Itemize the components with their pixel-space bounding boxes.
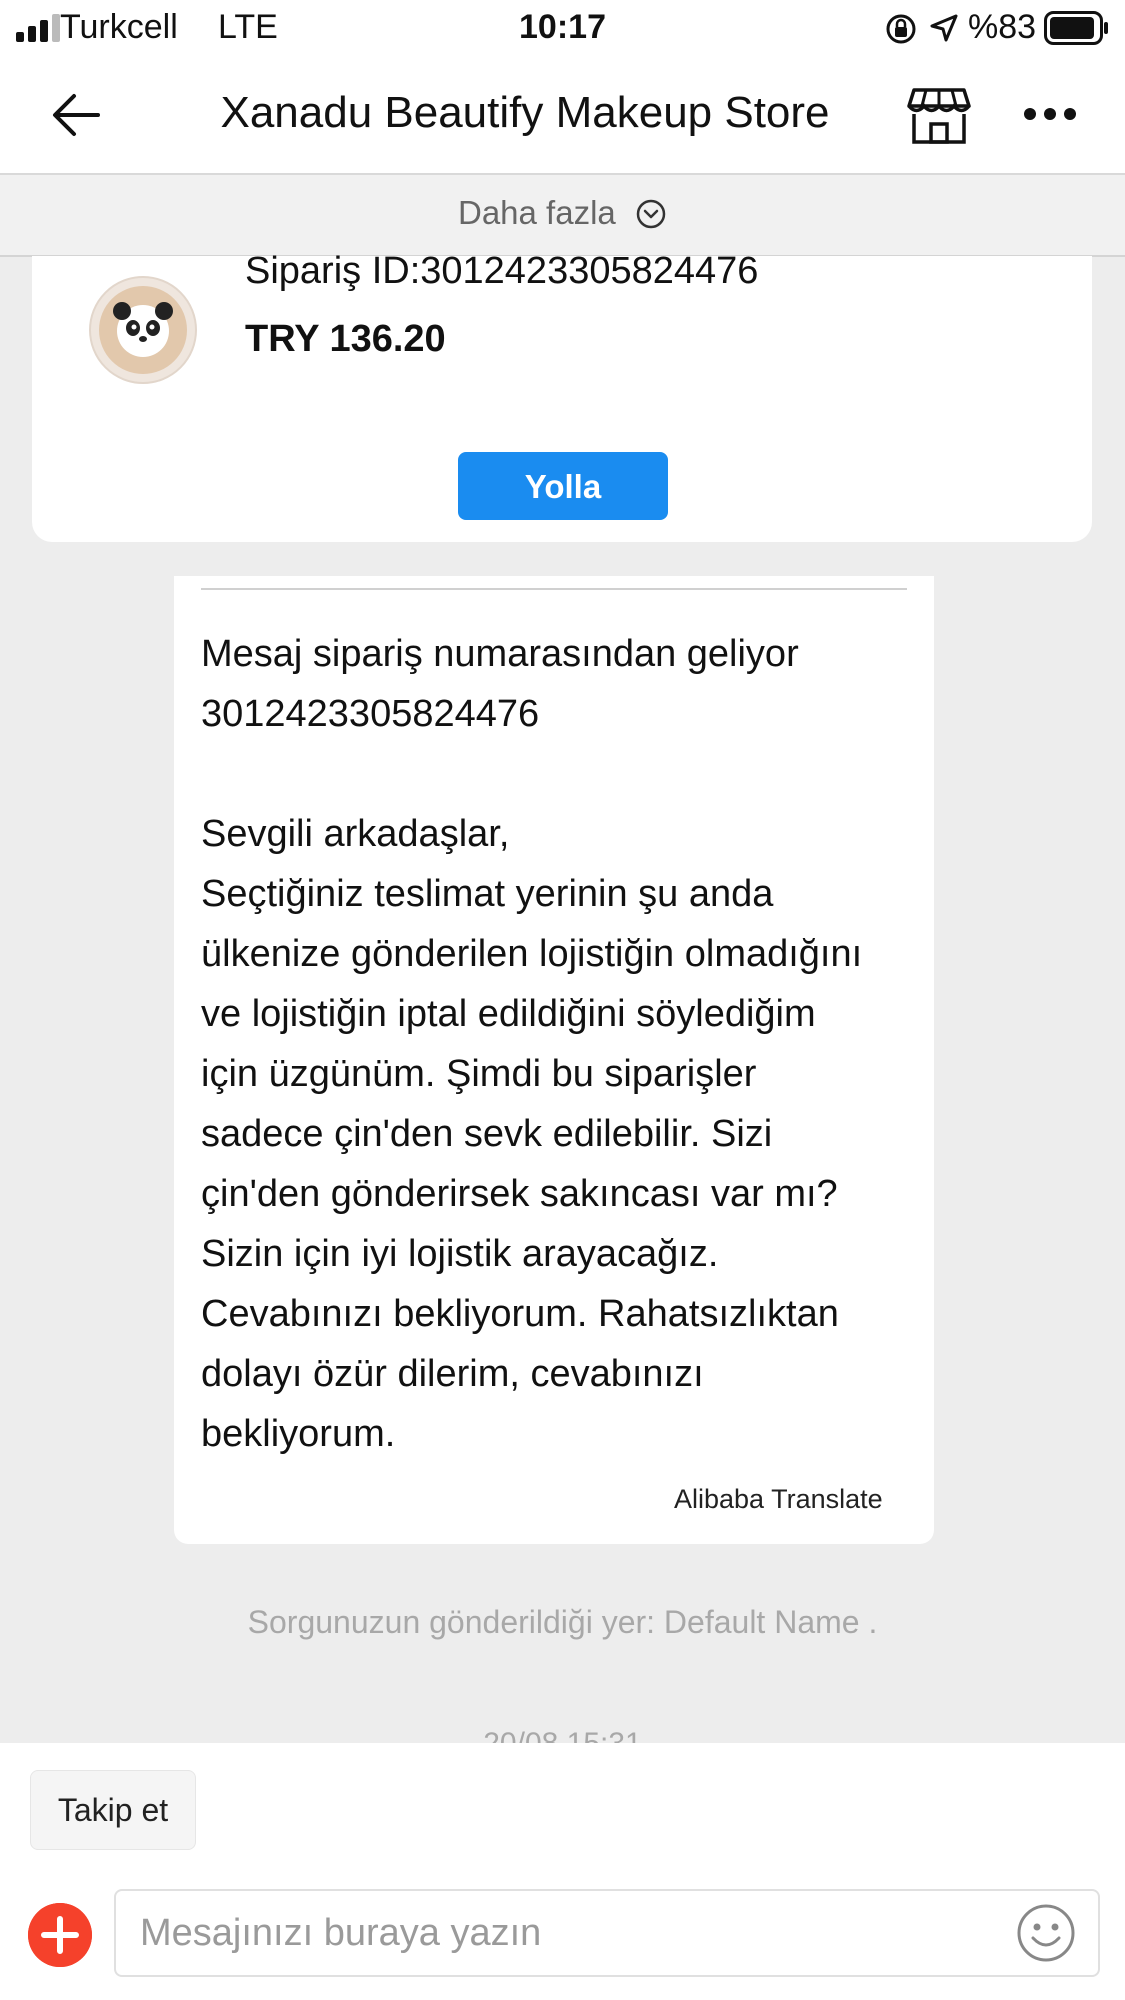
chevron-down-circle-icon[interactable]: [636, 199, 666, 229]
load-more-bar[interactable]: [0, 175, 1125, 257]
emoji-icon[interactable]: [1016, 1903, 1076, 1963]
network-type: LTE: [218, 8, 278, 46]
store-icon[interactable]: [906, 86, 972, 146]
message-text: Mesaj sipariş numarasından geliyor 3012423305824476 Sevgili arkadaşlar, Seçtiğiniz teslimat yerinin şu anda ülkenize gönderilen lojistiğin olmadığını ve lojistiğin iptal edildiğini söylediğim için üzgünüm. Şimdi bu siparişler sadece çin'den sevk edilebilir. Sizi çin'den gönderirsek sakıncası var mı? Sizin için iyi lojistik arayacağız. Cevabınızı bekliyorum. Rahatsızlıktan dolayı özür dilerim, cevabınızı bekliyorum.: [201, 633, 863, 1455]
back-arrow-icon[interactable]: [50, 88, 104, 142]
page-title: Xanadu Beautify Makeup Store: [220, 88, 830, 137]
header-bar: [0, 58, 1125, 175]
sent-location-note: Sorgunuzun gönderildiği yer: Default Name .: [247, 1604, 878, 1640]
status-bar: [0, 0, 1125, 58]
battery-icon: [1044, 11, 1110, 45]
plus-circle-icon[interactable]: [28, 1903, 92, 1967]
follow-button[interactable]: Takip et: [30, 1770, 196, 1850]
battery-percent: %83: [968, 8, 1037, 46]
carrier-name: Turkcell: [60, 8, 178, 46]
rotation-lock-icon: [884, 12, 918, 46]
message-divider: [201, 588, 907, 590]
load-more-label[interactable]: Daha fazla: [458, 194, 616, 231]
location-arrow-icon: [928, 12, 960, 44]
translation-source-label: Alibaba Translate: [674, 1484, 883, 1514]
order-price: TRY 136.20: [245, 318, 446, 360]
message-input[interactable]: [114, 1889, 1100, 1977]
order-id: Sipariş ID:3012423305824476: [245, 250, 759, 292]
more-options-icon[interactable]: [1022, 106, 1078, 122]
clock: 10:17: [519, 8, 606, 46]
send-order-button[interactable]: Yolla: [458, 452, 668, 520]
message-timestamp: [0, 1727, 1125, 1743]
product-thumbnail[interactable]: [88, 275, 198, 385]
